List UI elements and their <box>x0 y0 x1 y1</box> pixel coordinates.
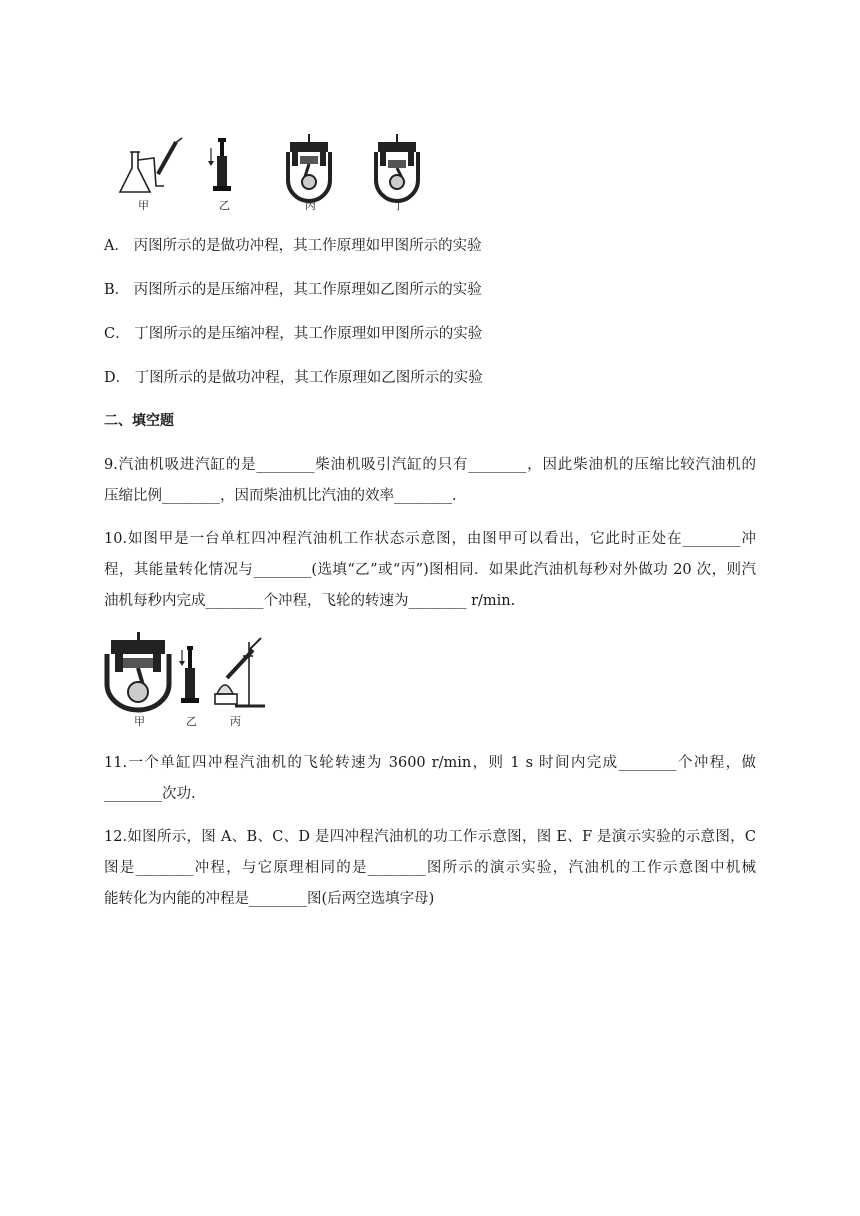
question-9-line-2: 压缩比例________，因而柴油机比汽油的效率________. <box>104 488 457 504</box>
option-b: B． 丙图所示的是压缩冲程，其工作原理如乙图所示的实验 <box>104 282 482 298</box>
option-a: A． 丙图所示的是做功冲程，其工作原理如甲图所示的实验 <box>104 238 482 254</box>
option-d: D． 丁图所示的是做功冲程，其工作原理如乙图所示的实验 <box>104 370 483 386</box>
flask-syringe-apparatus <box>120 138 182 192</box>
option-c: C． 丁图所示的是压缩冲程，其工作原理如甲图所示的实验 <box>104 326 483 342</box>
question-9-line-1: 9.汽油机吸进汽缸的是________柴油机吸引汽缸的只有________，因此柴油机的压缩比较汽油机的 <box>104 457 756 473</box>
question-10-line-2: 程，其能量转化情况与________(选填“乙”或“丙”)图相同．如果此汽油机每秒对外做功 20 次，则汽 <box>104 562 756 578</box>
fire-syringe-apparatus <box>208 138 231 191</box>
question-10-line-1: 10.如图甲是一台单杠四冲程汽油机工作状态示意图，由图甲可以看出，它此时正处在________冲 <box>104 531 756 547</box>
figure-1-caption-jia: 甲 <box>138 199 149 212</box>
test-tube-heating-apparatus <box>215 638 265 706</box>
question-12-line-2: 图是________冲程，与它原理相同的是________图所示的演示实验，汽油机的工作示意图中机械 <box>104 860 756 876</box>
figure-2-caption-jia: 甲 <box>134 715 145 728</box>
fire-syringe-apparatus <box>179 646 199 703</box>
question-11-line-1: 11.一个单缸四冲程汽油机的飞轮转速为 3600 r/min，则 1 s 时间内完成________个冲程，做 <box>104 755 756 771</box>
figure-1-caption-bing: 丙 <box>305 199 316 212</box>
figure-1-caption-yi: 乙 <box>219 199 230 212</box>
question-10-line-3: 油机每秒内完成________个冲程，飞轮的转速为________ r/min. <box>104 593 516 609</box>
engine-cylinder-bing <box>288 134 330 201</box>
question-11-line-2: ________次功. <box>104 786 196 802</box>
question-12-line-3: 能转化为内能的冲程是________图(后两空选填字母) <box>104 891 435 907</box>
figure-2 <box>103 632 278 716</box>
figure-2-caption-bing: 丙 <box>230 715 241 728</box>
engine-cylinder-ding <box>376 134 418 201</box>
figure-1 <box>114 134 424 212</box>
engine-cylinder-jia <box>107 632 169 710</box>
figure-1-caption-ding: 丁 <box>393 199 404 212</box>
section-heading: 二、填空题 <box>104 413 174 429</box>
question-12-line-1: 12.如图所示，图 A、B、C、D 是四冲程汽油机的功工作示意图，图 E、F 是演示实验的示意图，C <box>104 829 756 845</box>
figure-2-caption-yi: 乙 <box>186 715 197 728</box>
